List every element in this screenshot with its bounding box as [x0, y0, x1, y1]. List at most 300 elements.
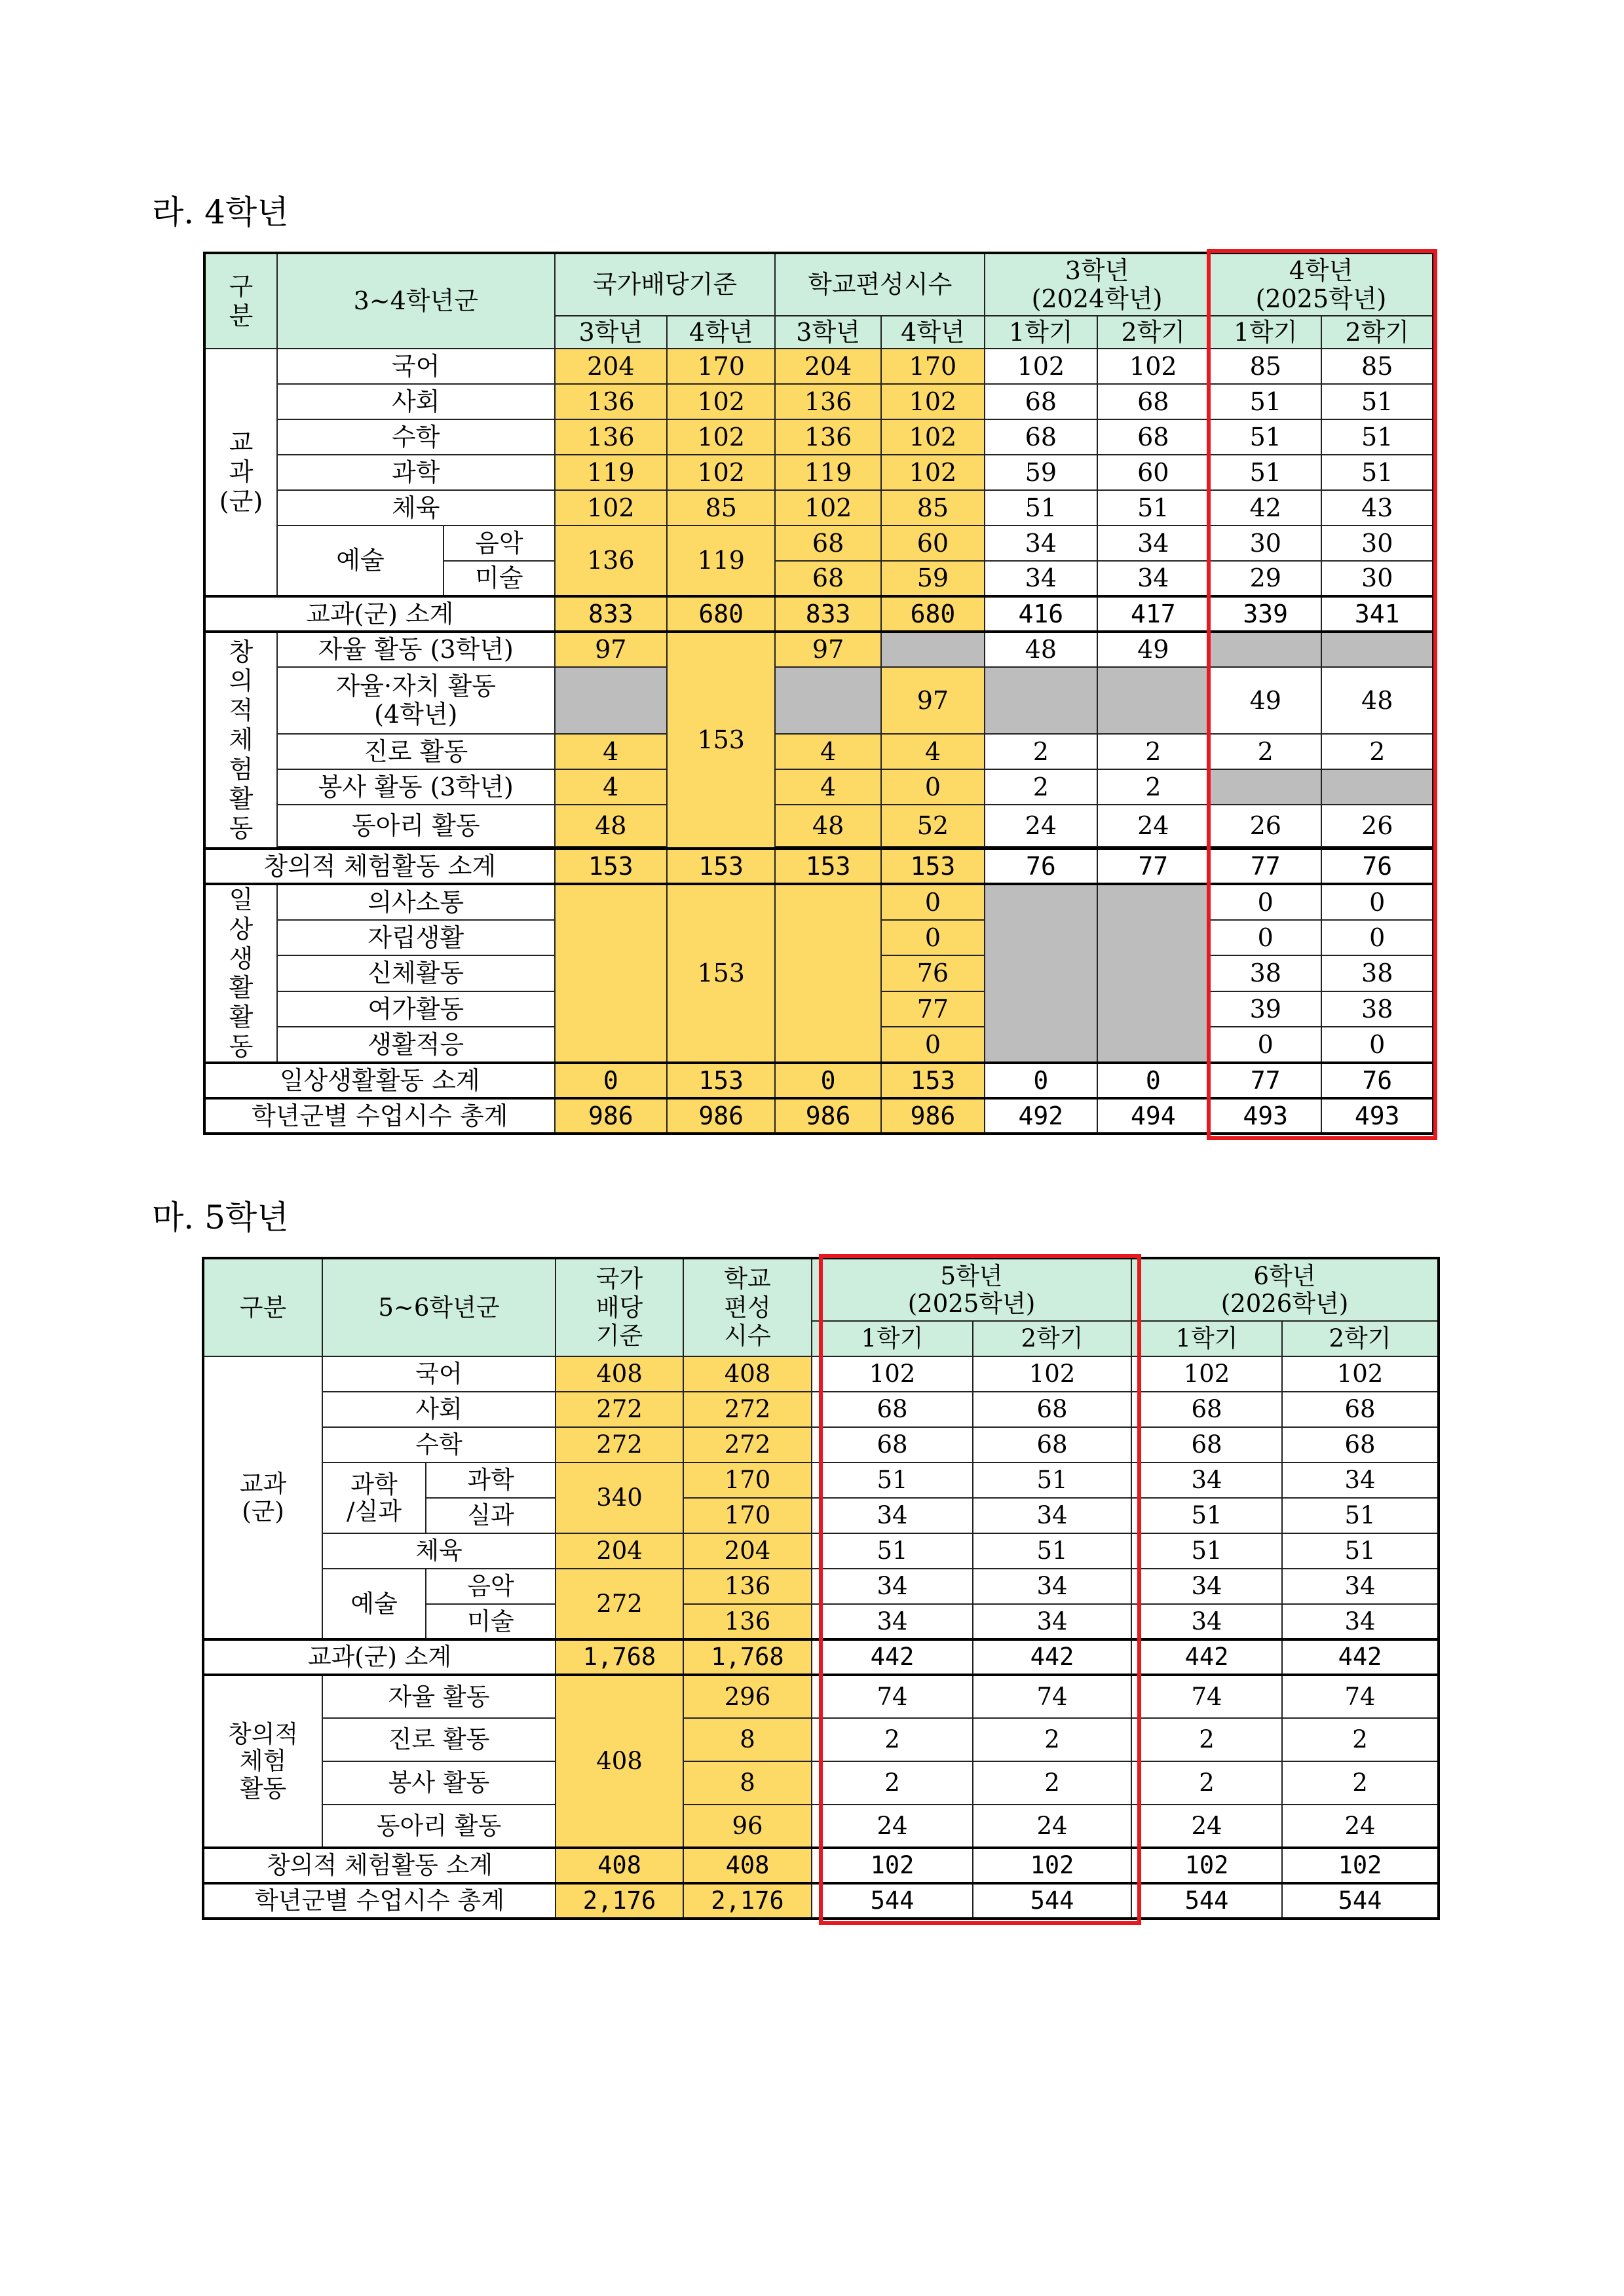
category-creative: 창의적 체험 활동	[203, 1675, 322, 1848]
cell: 51	[1282, 1533, 1439, 1569]
row-label: 창의적 체험활동 소계	[203, 1848, 556, 1883]
cell: 102	[881, 455, 985, 490]
cell: 0	[1321, 1027, 1433, 1063]
cell-empty	[1097, 667, 1209, 734]
cell: 833	[555, 596, 667, 632]
row-label: 체육	[322, 1533, 556, 1569]
cell: 0	[1209, 884, 1321, 920]
cell-empty	[1209, 769, 1321, 805]
table-row	[203, 1463, 1439, 1498]
table-row	[203, 1761, 1439, 1805]
cell: 680	[667, 596, 775, 632]
cell: 136	[683, 1569, 812, 1604]
cell: 2	[973, 1718, 1131, 1761]
cell: 0	[881, 1027, 985, 1063]
row-label-art: 예술	[277, 526, 444, 596]
cell: 442	[812, 1639, 973, 1675]
cell: 833	[775, 596, 880, 632]
cell: 68	[775, 526, 880, 561]
cell: 102	[881, 384, 985, 419]
cell: 1,768	[556, 1639, 683, 1675]
category-daily: 일 상 생 활 활 동	[204, 884, 277, 1063]
cell: 38	[1209, 955, 1321, 991]
cell: 102	[555, 490, 667, 526]
cell: 153	[555, 849, 667, 884]
cell: 442	[973, 1639, 1131, 1675]
category-creative: 창 의 적 체 험 활 동	[204, 632, 277, 849]
cell: 24	[985, 805, 1097, 847]
cell: 68	[775, 561, 880, 596]
cell: 204	[775, 349, 880, 384]
cell: 34	[1097, 561, 1209, 596]
cell: 136	[775, 419, 880, 455]
cell: 60	[1097, 455, 1209, 490]
cell: 2	[1282, 1761, 1439, 1805]
section-heading-grade5: 마. 5학년	[152, 1198, 289, 1236]
col-header-sem2: 2학기	[1097, 316, 1209, 349]
cell: 272	[683, 1427, 812, 1463]
cell: 340	[556, 1463, 683, 1533]
cell: 408	[556, 1356, 683, 1392]
table-row	[203, 1718, 1439, 1761]
row-label: 봉사 활동	[322, 1761, 556, 1805]
cell: 26	[1321, 805, 1433, 847]
table-row	[204, 769, 1433, 805]
col-header-g3: 3학년	[775, 316, 880, 349]
cell: 2	[985, 734, 1097, 769]
cell: 52	[881, 805, 985, 847]
cell: 68	[973, 1427, 1131, 1463]
col-header-school: 학교편성시수	[775, 253, 985, 316]
col-header-sem1: 1학기	[1131, 1321, 1282, 1356]
cell: 24	[1131, 1805, 1282, 1848]
cell: 153	[775, 849, 880, 884]
category-subject: 교과 (군)	[203, 1356, 322, 1639]
cell: 34	[1282, 1569, 1439, 1604]
col-header-g4: 4학년	[667, 316, 775, 349]
cell: 102	[1282, 1356, 1439, 1392]
cell: 77	[1209, 849, 1321, 884]
table-row-subtotal	[204, 1063, 1433, 1098]
cell: 136	[775, 384, 880, 419]
cell: 68	[985, 419, 1097, 455]
cell: 51	[812, 1463, 973, 1498]
cell: 341	[1321, 596, 1433, 632]
cell: 48	[985, 632, 1097, 667]
row-label: 수학	[277, 419, 555, 455]
cell: 38	[1321, 955, 1433, 991]
cell-empty	[555, 667, 667, 734]
col-header-sem2: 2학기	[1321, 316, 1433, 349]
row-label: 체육	[277, 490, 555, 526]
col-header-year3: 3학년 (2024학년)	[985, 253, 1209, 316]
cell: 74	[973, 1675, 1131, 1718]
cell: 4	[775, 734, 880, 769]
cell: 2	[1097, 769, 1209, 805]
cell: 68	[1282, 1427, 1439, 1463]
cell: 0	[775, 1063, 880, 1098]
cell: 51	[1282, 1498, 1439, 1533]
cell: 102	[973, 1848, 1131, 1883]
cell: 544	[1282, 1883, 1439, 1919]
cell: 136	[683, 1604, 812, 1639]
table-row	[204, 349, 1433, 384]
cell: 2	[1282, 1718, 1439, 1761]
table-row	[204, 805, 1433, 847]
col-header-sem1: 1학기	[985, 316, 1097, 349]
cell: 24	[973, 1805, 1131, 1848]
table-row-total	[204, 1098, 1433, 1134]
row-label: 여가활동	[277, 991, 555, 1027]
cell-merged	[555, 884, 667, 1063]
col-header-year4: 4학년 (2025학년)	[1209, 253, 1433, 316]
cell: 74	[1282, 1675, 1439, 1718]
cell-merged: 153	[667, 884, 775, 1063]
table-row	[203, 1533, 1439, 1569]
cell: 43	[1321, 490, 1433, 526]
table-row	[204, 632, 1433, 667]
row-label: 의사소통	[277, 884, 555, 920]
row-label: 학년군별 수업시수 총계	[203, 1883, 556, 1919]
row-label: 수학	[322, 1427, 556, 1463]
cell-empty	[775, 667, 880, 734]
cell: 34	[985, 561, 1097, 596]
table-row-subtotal	[203, 1848, 1439, 1883]
col-header-gubun: 구 분	[204, 253, 277, 349]
cell: 136	[555, 384, 667, 419]
cell: 492	[985, 1098, 1097, 1134]
cell: 102	[1131, 1356, 1282, 1392]
cell: 442	[1131, 1639, 1282, 1675]
table-row-subtotal	[203, 1639, 1439, 1675]
cell: 30	[1321, 561, 1433, 596]
cell: 51	[973, 1533, 1131, 1569]
cell: 34	[1131, 1463, 1282, 1498]
cell: 102	[667, 455, 775, 490]
cell: 493	[1209, 1098, 1321, 1134]
cell: 29	[1209, 561, 1321, 596]
row-label: 과학	[426, 1463, 556, 1498]
cell: 51	[1131, 1498, 1282, 1533]
cell: 39	[1209, 991, 1321, 1027]
row-label: 사회	[277, 384, 555, 419]
cell: 34	[973, 1498, 1131, 1533]
cell: 408	[683, 1356, 812, 1392]
cell: 153	[667, 849, 775, 884]
cell: 77	[881, 991, 985, 1027]
cell: 68	[973, 1392, 1131, 1427]
cell: 34	[812, 1498, 973, 1533]
cell: 4	[555, 769, 667, 805]
cell: 680	[881, 596, 985, 632]
table-row	[204, 490, 1433, 526]
cell: 2	[1209, 734, 1321, 769]
cell: 170	[881, 349, 985, 384]
row-label: 창의적 체험활동 소계	[204, 849, 555, 884]
table-row-subtotal	[204, 596, 1433, 632]
cell: 49	[1097, 632, 1209, 667]
cell-empty	[1209, 632, 1321, 667]
cell: 76	[1321, 1063, 1433, 1098]
cell: 68	[1282, 1392, 1439, 1427]
cell: 68	[812, 1427, 973, 1463]
cell: 97	[775, 632, 880, 667]
row-label: 자율 활동	[322, 1675, 556, 1718]
cell: 119	[555, 455, 667, 490]
cell: 38	[1321, 991, 1433, 1027]
row-label: 진로 활동	[322, 1718, 556, 1761]
cell: 24	[1097, 805, 1209, 847]
row-label: 사회	[322, 1392, 556, 1427]
cell: 0	[1209, 920, 1321, 956]
cell: 0	[555, 1063, 667, 1098]
cell: 34	[973, 1569, 1131, 1604]
row-label: 봉사 활동 (3학년)	[277, 769, 555, 805]
col-header-year5: 5학년 (2025학년)	[812, 1258, 1131, 1321]
cell: 408	[683, 1848, 812, 1883]
cell: 85	[1321, 349, 1433, 384]
cell: 85	[1209, 349, 1321, 384]
cell: 136	[555, 419, 667, 455]
cell: 4	[775, 769, 880, 805]
cell: 34	[1131, 1604, 1282, 1639]
cell: 102	[667, 384, 775, 419]
row-label: 과학	[277, 455, 555, 490]
cell-merged: 408	[556, 1675, 683, 1848]
cell: 442	[1282, 1639, 1439, 1675]
cell: 59	[985, 455, 1097, 490]
cell: 102	[775, 490, 880, 526]
cell: 68	[1097, 419, 1209, 455]
cell: 544	[973, 1883, 1131, 1919]
cell: 34	[812, 1604, 973, 1639]
cell: 102	[812, 1848, 973, 1883]
table-row	[203, 1569, 1439, 1604]
cell: 272	[683, 1392, 812, 1427]
cell: 0	[1209, 1027, 1321, 1063]
cell: 102	[1097, 349, 1209, 384]
table-row	[203, 1427, 1439, 1463]
row-label: 국어	[322, 1356, 556, 1392]
cell: 4	[555, 734, 667, 769]
cell: 24	[812, 1805, 973, 1848]
cell: 68	[985, 384, 1097, 419]
cell: 77	[1209, 1063, 1321, 1098]
cell: 49	[1209, 667, 1321, 734]
table-row	[203, 1675, 1439, 1718]
cell-empty	[881, 632, 985, 667]
col-header-sem1: 1학기	[812, 1321, 973, 1356]
row-label: 진로 활동	[277, 734, 555, 769]
cell: 51	[1321, 419, 1433, 455]
cell: 59	[881, 561, 985, 596]
cell: 417	[1097, 596, 1209, 632]
cell: 34	[1131, 1569, 1282, 1604]
cell: 102	[985, 349, 1097, 384]
cell: 102	[881, 419, 985, 455]
cell: 204	[556, 1533, 683, 1569]
row-label: 교과(군) 소계	[203, 1639, 556, 1675]
cell: 74	[812, 1675, 973, 1718]
cell-empty	[1097, 884, 1209, 1063]
cell: 85	[667, 490, 775, 526]
cell: 0	[1097, 1063, 1209, 1098]
table-row	[203, 1356, 1439, 1392]
cell: 339	[1209, 596, 1321, 632]
cell: 30	[1209, 526, 1321, 561]
row-label: 미술	[444, 561, 554, 596]
col-header-national: 국가 배당 기준	[556, 1258, 683, 1356]
cell: 494	[1097, 1098, 1209, 1134]
col-header-school: 학교 편성 시수	[683, 1258, 812, 1356]
table-row	[204, 455, 1433, 490]
row-label: 생활적응	[277, 1027, 555, 1063]
cell: 170	[683, 1463, 812, 1498]
cell: 51	[1209, 384, 1321, 419]
cell: 119	[667, 526, 775, 596]
cell: 0	[1321, 920, 1433, 956]
cell: 4	[881, 734, 985, 769]
table-row	[204, 384, 1433, 419]
cell: 153	[881, 849, 985, 884]
cell: 8	[683, 1761, 812, 1805]
cell: 51	[985, 490, 1097, 526]
row-label: 일상생활활동 소계	[204, 1063, 555, 1098]
cell: 2	[1097, 734, 1209, 769]
cell: 51	[1321, 455, 1433, 490]
col-header-group: 5~6학년군	[322, 1258, 556, 1356]
row-label: 학년군별 수업시수 총계	[204, 1098, 555, 1134]
cell: 204	[683, 1533, 812, 1569]
cell: 102	[812, 1356, 973, 1392]
cell: 24	[1282, 1805, 1439, 1848]
cell: 408	[556, 1848, 683, 1883]
cell: 48	[1321, 667, 1433, 734]
cell: 8	[683, 1718, 812, 1761]
cell: 2	[1131, 1718, 1282, 1761]
col-header-gubun: 구분	[203, 1258, 322, 1356]
cell: 170	[667, 349, 775, 384]
cell: 102	[1282, 1848, 1439, 1883]
cell: 272	[556, 1427, 683, 1463]
cell: 2	[812, 1718, 973, 1761]
table-row	[203, 1805, 1439, 1848]
cell: 68	[1131, 1427, 1282, 1463]
table-row	[204, 419, 1433, 455]
table-row	[204, 526, 1433, 561]
table-row	[204, 734, 1433, 769]
table-row	[203, 1392, 1439, 1427]
cell: 544	[1131, 1883, 1282, 1919]
cell: 493	[1321, 1098, 1433, 1134]
cell: 416	[985, 596, 1097, 632]
cell: 204	[555, 349, 667, 384]
category-subject: 교 과 (군)	[204, 349, 277, 596]
cell: 77	[1097, 849, 1209, 884]
col-header-sem2: 2학기	[973, 1321, 1131, 1356]
row-label: 국어	[277, 349, 555, 384]
cell: 0	[881, 884, 985, 920]
col-header-group: 3~4학년군	[277, 253, 555, 349]
row-label: 음악	[444, 526, 554, 561]
cell: 2,176	[556, 1883, 683, 1919]
cell: 97	[555, 632, 667, 667]
section-heading-grade4: 라. 4학년	[152, 193, 289, 231]
cell: 2	[985, 769, 1097, 805]
cell-merged: 153	[667, 632, 775, 849]
cell: 986	[555, 1098, 667, 1134]
col-header-year6: 6학년 (2026학년)	[1131, 1258, 1439, 1321]
cell: 51	[1097, 490, 1209, 526]
cell: 2	[812, 1761, 973, 1805]
cell: 153	[881, 1063, 985, 1098]
cell: 2	[973, 1761, 1131, 1805]
cell: 170	[683, 1498, 812, 1533]
cell: 74	[1131, 1675, 1282, 1718]
table-row-total	[203, 1883, 1439, 1919]
cell-merged	[775, 884, 880, 1063]
row-label: 동아리 활동	[322, 1805, 556, 1848]
cell: 0	[881, 769, 985, 805]
row-label: 동아리 활동	[277, 805, 555, 847]
cell: 51	[1131, 1533, 1282, 1569]
cell: 153	[667, 1063, 775, 1098]
cell: 51	[1209, 455, 1321, 490]
cell: 986	[667, 1098, 775, 1134]
col-header-sem2: 2학기	[1282, 1321, 1439, 1356]
cell: 102	[973, 1356, 1131, 1392]
row-label: 음악	[426, 1569, 556, 1604]
cell: 34	[1097, 526, 1209, 561]
cell: 34	[973, 1604, 1131, 1639]
row-label: 실과	[426, 1498, 556, 1533]
cell: 544	[812, 1883, 973, 1919]
cell: 0	[1321, 884, 1433, 920]
cell: 34	[1282, 1463, 1439, 1498]
grade5-hours-table	[202, 1257, 1440, 1920]
cell: 102	[667, 419, 775, 455]
cell: 30	[1321, 526, 1433, 561]
cell: 34	[985, 526, 1097, 561]
cell: 0	[985, 1063, 1097, 1098]
cell: 76	[881, 955, 985, 991]
col-header-g4: 4학년	[881, 316, 985, 349]
cell: 0	[881, 920, 985, 956]
cell: 68	[1131, 1392, 1282, 1427]
row-label: 신체활동	[277, 955, 555, 991]
cell: 272	[556, 1569, 683, 1639]
row-label-art: 예술	[322, 1569, 426, 1639]
cell: 48	[555, 805, 667, 847]
cell: 986	[775, 1098, 880, 1134]
cell: 986	[881, 1098, 985, 1134]
cell: 42	[1209, 490, 1321, 526]
cell: 48	[775, 805, 880, 847]
cell: 272	[556, 1392, 683, 1427]
col-header-national: 국가배당기준	[555, 253, 776, 316]
row-label: 미술	[426, 1604, 556, 1639]
cell: 68	[1097, 384, 1209, 419]
cell: 2	[1131, 1761, 1282, 1805]
cell: 296	[683, 1675, 812, 1718]
row-label: 자립생활	[277, 920, 555, 956]
row-label: 자율 활동 (3학년)	[277, 632, 555, 667]
cell-empty	[985, 884, 1097, 1063]
col-header-g3: 3학년	[555, 316, 667, 349]
cell: 76	[985, 849, 1097, 884]
cell-empty	[1321, 769, 1433, 805]
cell-empty	[1321, 632, 1433, 667]
